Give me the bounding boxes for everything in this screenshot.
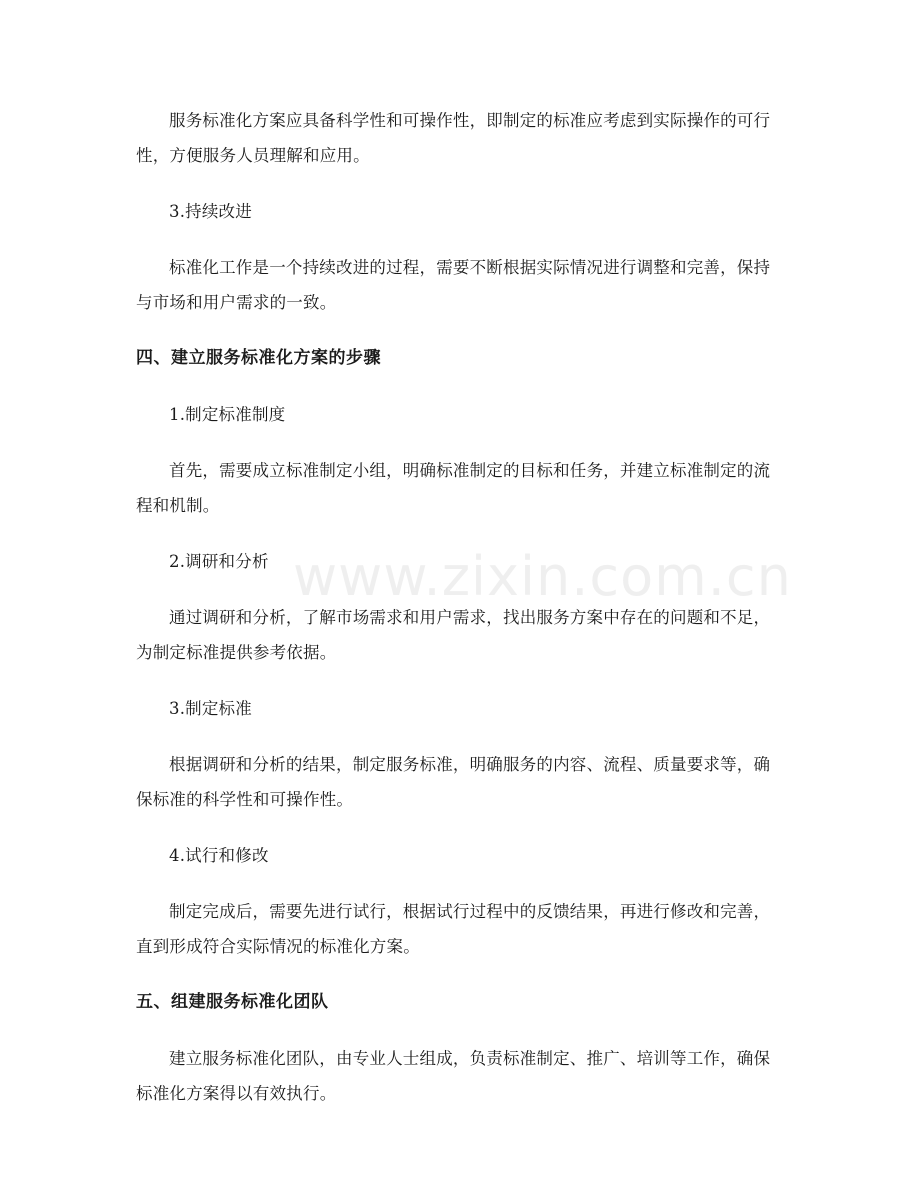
subheading-research-analysis: 2.调研和分析 [169, 552, 269, 571]
subheading-standard-system: 1.制定标准制度 [169, 405, 286, 424]
subheading-set-standards: 3.制定标准 [169, 699, 252, 718]
paragraph-continuous-improvement: 标准化工作是一个持续改进的过程，需要不断根据实际情况进行调整和完善，保持与市场和用户需求的一致。 [136, 258, 771, 312]
subheading-continuous-improvement: 3.持续改进 [169, 202, 252, 221]
subheading-trial-revision: 4.试行和修改 [169, 846, 269, 865]
paragraph-trial-revision: 制定完成后，需要先进行试行，根据试行过程中的反馈结果，再进行修改和完善，直到形成符合实际情况的标准化方案。 [136, 902, 771, 956]
paragraph-research-analysis: 通过调研和分析，了解市场需求和用户需求，找出服务方案中存在的问题和不足，为制定标准提供参考依据。 [136, 608, 771, 662]
paragraph-team: 建立服务标准化团队，由专业人士组成，负责标准制定、推广、培训等工作，确保标准化方案得以有效执行。 [136, 1049, 771, 1103]
paragraph-set-standards: 根据调研和分析的结果，制定服务标准，明确服务的内容、流程、质量要求等，确保标准的科学性和可操作性。 [136, 755, 771, 809]
watermark: www.zixin.com.cn [293, 545, 792, 608]
section-heading-steps: 四、建立服务标准化方案的步骤 [136, 348, 381, 368]
section-heading-team: 五、组建服务标准化团队 [136, 992, 329, 1012]
document-body [136, 103, 792, 1111]
paragraph-feasibility: 服务标准化方案应具备科学性和可操作性，即制定的标准应考虑到实际操作的可行性，方便服务人员理解和应用。 [136, 111, 771, 165]
paragraph-standard-system: 首先，需要成立标准制定小组，明确标准制定的目标和任务，并建立标准制定的流程和机制。 [136, 461, 771, 515]
